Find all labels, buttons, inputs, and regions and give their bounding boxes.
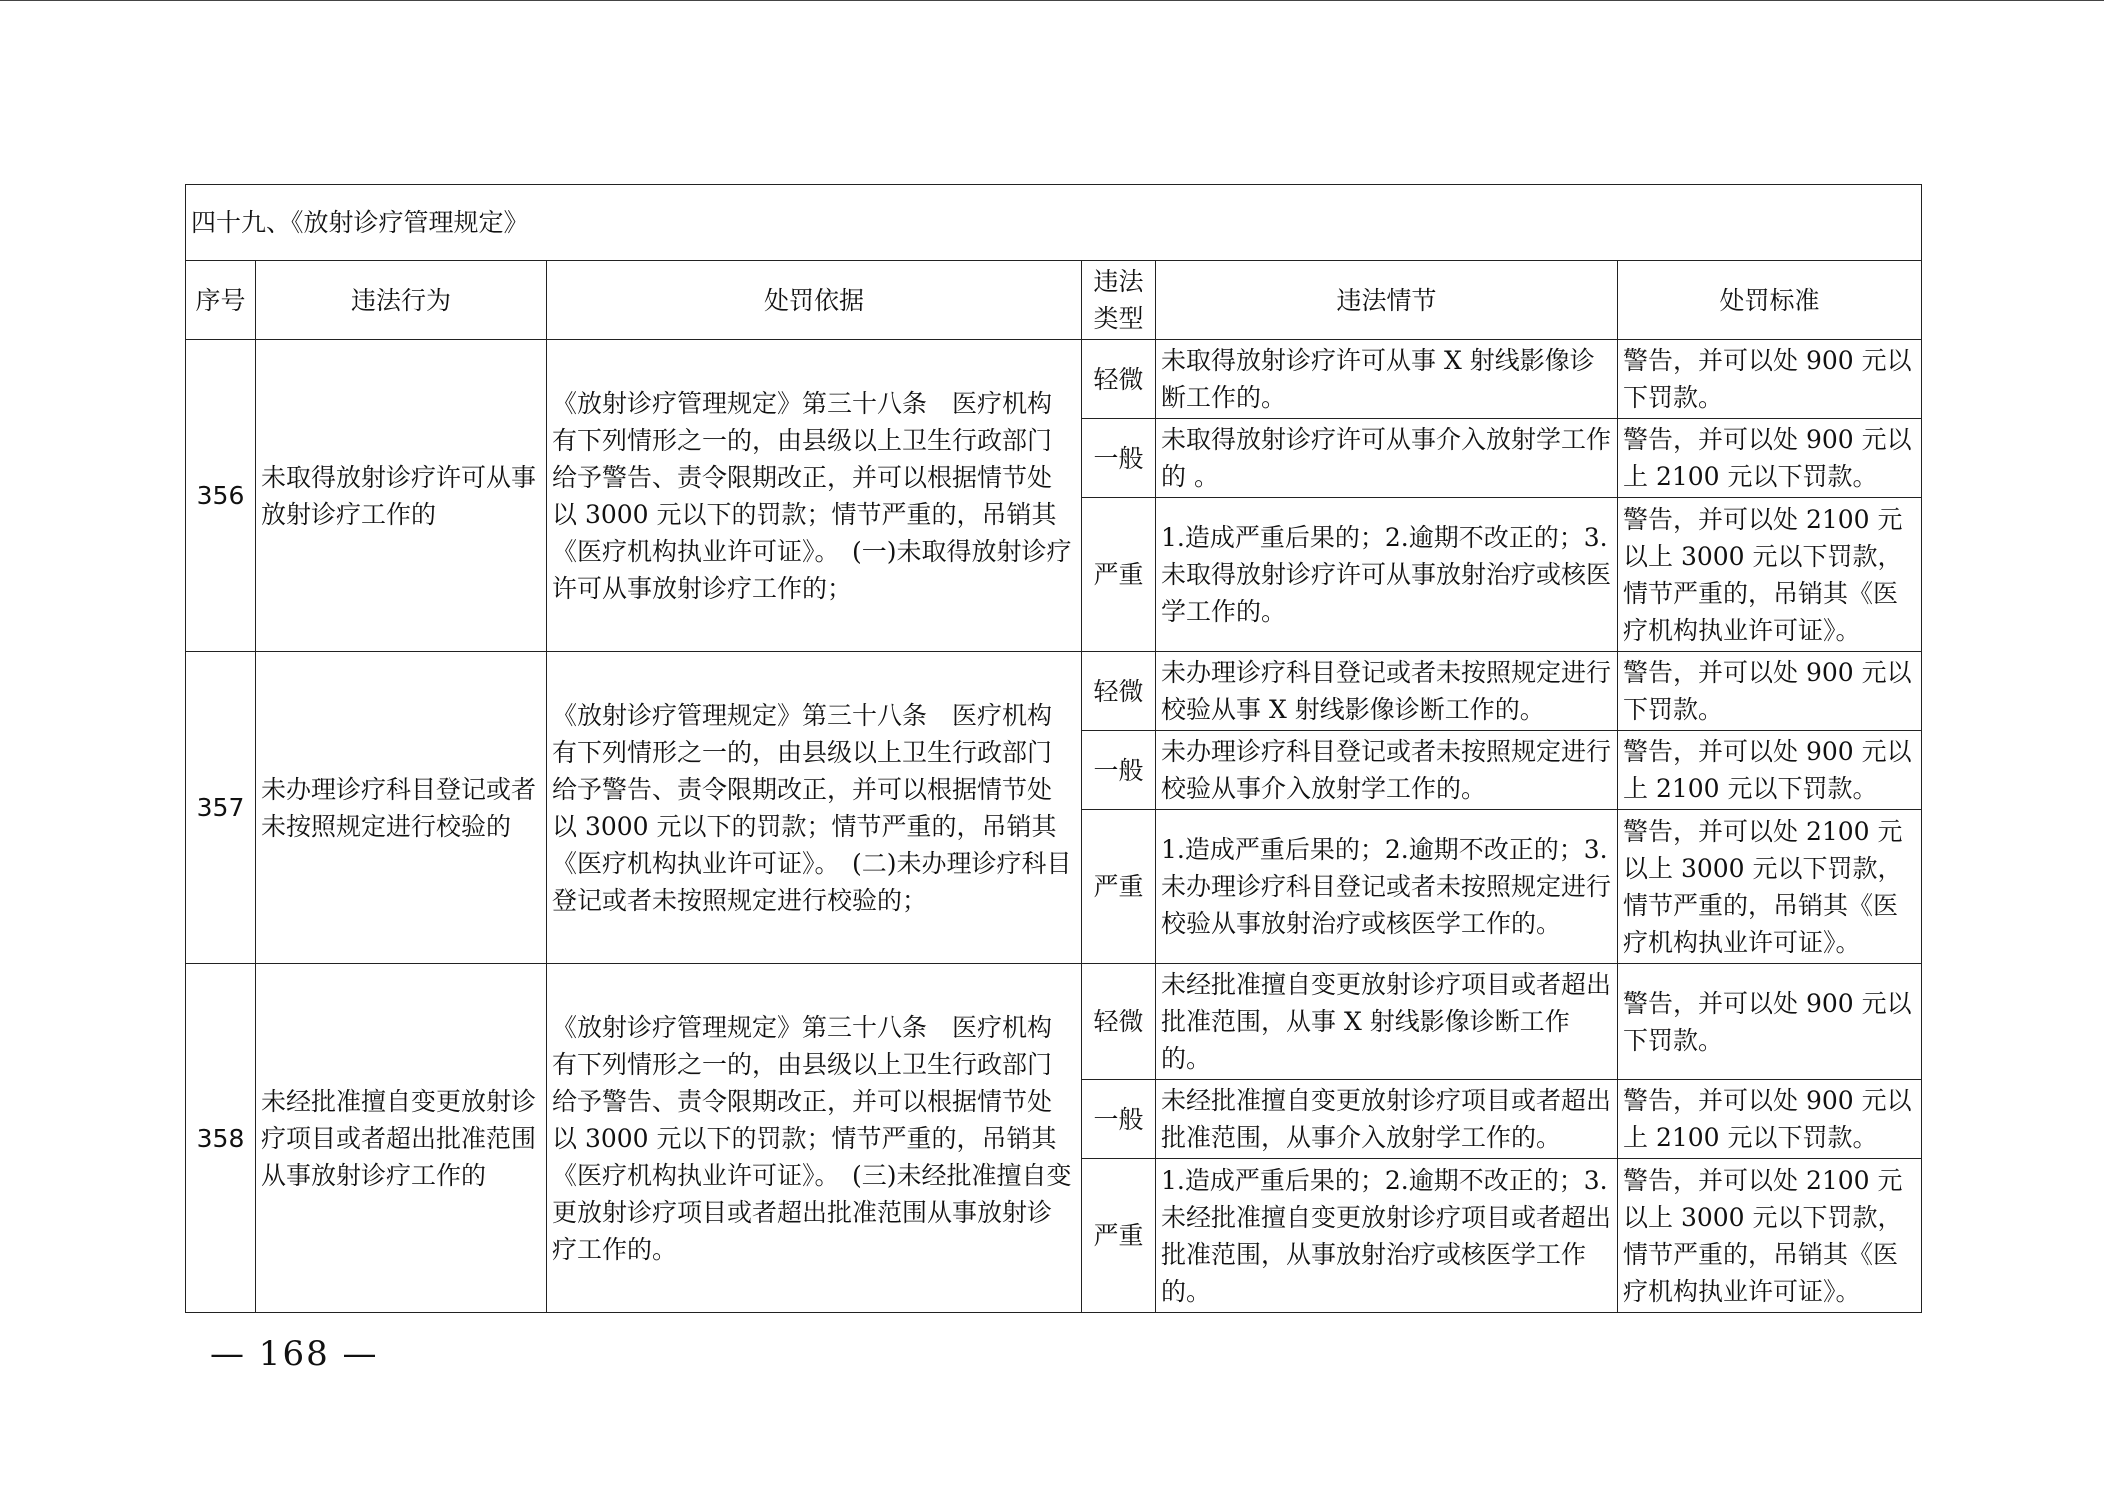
table-row: [186, 964, 1922, 1080]
row-number: 358: [186, 964, 256, 1313]
violation-type: 轻微: [1082, 340, 1156, 419]
top-border-line: [0, 0, 2104, 1]
penalty-standard: 警告，并可以处 900 元以上 2100 元以下罚款。: [1618, 731, 1922, 810]
violation-detail: 未取得放射诊疗许可从事 X 射线影像诊断工作的。: [1156, 340, 1618, 419]
header-act: 违法行为: [256, 261, 547, 340]
violation-type: 轻微: [1082, 964, 1156, 1080]
violation-type: 严重: [1082, 1159, 1156, 1313]
violation-act: 未经批准擅自变更放射诊疗项目或者超出批准范围从事放射诊疗工作的: [256, 964, 547, 1313]
header-std: 处罚标准: [1618, 261, 1922, 340]
violation-type: 轻微: [1082, 652, 1156, 731]
penalty-standard: 警告，并可以处 900 元以上 2100 元以下罚款。: [1618, 1080, 1922, 1159]
header-row: [186, 261, 1922, 340]
row-number: 357: [186, 652, 256, 964]
violation-type: 严重: [1082, 810, 1156, 964]
section-title-row: [186, 185, 1922, 261]
header-num: 序号: [186, 261, 256, 340]
violation-type: 一般: [1082, 419, 1156, 498]
violation-act: 未取得放射诊疗许可从事放射诊疗工作的: [256, 340, 547, 652]
penalty-standard: 警告，并可以处 2100 元以上 3000 元以下罚款，情节严重的，吊销其《医疗机构执业许可证》。: [1618, 498, 1922, 652]
penalty-table: [185, 184, 1922, 1313]
penalty-standard: 警告，并可以处 900 元以下罚款。: [1618, 964, 1922, 1080]
violation-detail: 1.造成严重后果的；2.逾期不改正的；3.未办理诊疗科目登记或者未按照规定进行校验从事放射治疗或核医学工作的。: [1156, 810, 1618, 964]
violation-detail: 1.造成严重后果的；2.逾期不改正的；3.未取得放射诊疗许可从事放射治疗或核医学工作的。: [1156, 498, 1618, 652]
violation-type: 一般: [1082, 1080, 1156, 1159]
table-row: [186, 652, 1922, 731]
violation-type: 一般: [1082, 731, 1156, 810]
violation-act: 未办理诊疗科目登记或者未按照规定进行校验的: [256, 652, 547, 964]
violation-detail: 未取得放射诊疗许可从事介入放射学工作的 。: [1156, 419, 1618, 498]
header-type: 违法类型: [1082, 261, 1156, 340]
penalty-standard: 警告，并可以处 2100 元以上 3000 元以下罚款，情节严重的，吊销其《医疗机构执业许可证》。: [1618, 1159, 1922, 1313]
penalty-basis: 《放射诊疗管理规定》第三十八条 医疗机构有下列情形之一的，由县级以上卫生行政部门给予警告、责令限期改正，并可以根据情节处以 3000 元以下的罚款；情节严重的，吊销其《医疗机构执业许可证》。 (三)未经批准擅自变更放射诊疗项目或者超出批准范围从事放射诊疗工作的。: [547, 964, 1082, 1313]
violation-type: 严重: [1082, 498, 1156, 652]
penalty-standard: 警告，并可以处 2100 元以上 3000 元以下罚款，情节严重的，吊销其《医疗机构执业许可证》。: [1618, 810, 1922, 964]
header-basis: 处罚依据: [547, 261, 1082, 340]
penalty-standard: 警告，并可以处 900 元以上 2100 元以下罚款。: [1618, 419, 1922, 498]
page-number: — 168 —: [210, 1334, 379, 1374]
penalty-standard: 警告，并可以处 900 元以下罚款。: [1618, 652, 1922, 731]
violation-detail: 未办理诊疗科目登记或者未按照规定进行校验从事介入放射学工作的。: [1156, 731, 1618, 810]
section-title: 四十九、《放射诊疗管理规定》: [186, 185, 1922, 261]
header-detail: 违法情节: [1156, 261, 1618, 340]
penalty-basis: 《放射诊疗管理规定》第三十八条 医疗机构有下列情形之一的，由县级以上卫生行政部门给予警告、责令限期改正，并可以根据情节处以 3000 元以下的罚款；情节严重的，吊销其《医疗机构执业许可证》。 (二)未办理诊疗科目登记或者未按照规定进行校验的；: [547, 652, 1082, 964]
violation-detail: 未经批准擅自变更放射诊疗项目或者超出批准范围，从事 X 射线影像诊断工作的。: [1156, 964, 1618, 1080]
violation-detail: 未经批准擅自变更放射诊疗项目或者超出批准范围，从事介入放射学工作的。: [1156, 1080, 1618, 1159]
violation-detail: 未办理诊疗科目登记或者未按照规定进行校验从事 X 射线影像诊断工作的。: [1156, 652, 1618, 731]
row-number: 356: [186, 340, 256, 652]
penalty-standard: 警告，并可以处 900 元以下罚款。: [1618, 340, 1922, 419]
violation-detail: 1.造成严重后果的；2.逾期不改正的；3.未经批准擅自变更放射诊疗项目或者超出批准范围，从事放射治疗或核医学工作的。: [1156, 1159, 1618, 1313]
penalty-basis: 《放射诊疗管理规定》第三十八条 医疗机构有下列情形之一的，由县级以上卫生行政部门给予警告、责令限期改正，并可以根据情节处以 3000 元以下的罚款；情节严重的，吊销其《医疗机构执业许可证》。 (一)未取得放射诊疗许可从事放射诊疗工作的；: [547, 340, 1082, 652]
table-row: [186, 340, 1922, 419]
